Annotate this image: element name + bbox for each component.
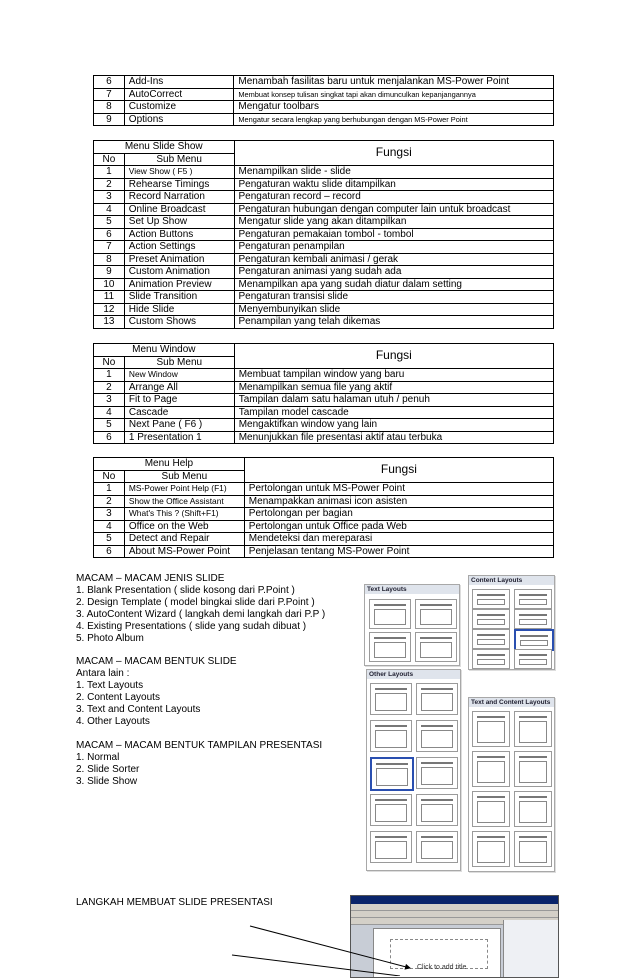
fungsi-cell: Menyembunyikan slide — [234, 303, 554, 316]
fungsi-cell: Membuat konsep tulisan singkat tapi akan dimunculkan kepanjangannya — [234, 88, 554, 101]
row-number: 8 — [94, 101, 125, 114]
sub-menu-cell: Cascade — [124, 406, 234, 419]
sub-menu-cell: Custom Animation — [124, 266, 234, 279]
row-number: 1 — [94, 166, 125, 179]
list-item: 1. Normal — [76, 752, 120, 763]
fungsi-cell: Mengatur slide yang akan ditampilkan — [234, 216, 554, 229]
fungsi-cell: Pertolongan untuk MS-Power Point — [244, 483, 553, 496]
row-number: 3 — [94, 394, 125, 407]
panel-title: Other Layouts — [367, 670, 460, 679]
row-number: 8 — [94, 253, 125, 266]
no-header: No — [94, 470, 125, 483]
fungsi-cell: Pengaturan record – record — [234, 191, 554, 204]
list-item: 3. AutoContent Wizard ( langkah demi langkah dari P.P ) — [76, 609, 326, 620]
panel-title: Text Layouts — [365, 585, 459, 594]
arrow-line — [232, 955, 400, 976]
fungsi-cell: Tampilan model cascade — [234, 406, 553, 419]
row-number: 11 — [94, 291, 125, 304]
fungsi-cell: Menambah fasilitas baru untuk menjalankan MS-Power Point — [234, 76, 554, 89]
sub-menu-header: Sub Menu — [124, 470, 244, 483]
menu-title: Menu Help — [94, 458, 245, 471]
sub-menu-header: Sub Menu — [124, 356, 234, 369]
sub-menu-cell: Options — [124, 113, 234, 126]
fungsi-cell: Pengaturan hubungan dengan computer lain untuk broadcast — [234, 203, 554, 216]
fungsi-cell: Menampilkan apa yang sudah diatur dalam setting — [234, 278, 554, 291]
row-number: 7 — [94, 241, 125, 254]
row-number: 5 — [94, 216, 125, 229]
fungsi-header: Fungsi — [234, 344, 553, 369]
sub-menu-cell: Add-Ins — [124, 76, 234, 89]
menu-title: Menu Window — [94, 344, 235, 357]
fungsi-cell: Pertolongan untuk Office pada Web — [244, 520, 553, 533]
sub-menu-cell: Preset Animation — [124, 253, 234, 266]
sub-menu-cell: Hide Slide — [124, 303, 234, 316]
row-number: 3 — [94, 508, 125, 521]
list-item: 2. Content Layouts — [76, 692, 160, 703]
row-number: 5 — [94, 533, 125, 546]
row-number: 9 — [94, 113, 125, 126]
row-number: 12 — [94, 303, 125, 316]
fungsi-cell: Pengaturan penampilan — [234, 241, 554, 254]
sub-menu-cell: 1 Presentation 1 — [124, 431, 234, 444]
placeholder-text: Click to add title — [417, 964, 467, 971]
fungsi-cell: Mengatur secara lengkap yang berhubungan dengan MS-Power Point — [234, 113, 554, 126]
fungsi-cell: Penampilan yang telah dikemas — [234, 316, 554, 329]
sub-menu-cell: Arrange All — [124, 381, 234, 394]
fungsi-cell: Menampakkan animasi icon asisten — [244, 495, 553, 508]
list-item: 3. Slide Show — [76, 776, 138, 787]
row-number: 4 — [94, 203, 125, 216]
fungsi-cell: Mendeteksi dan mereparasi — [244, 533, 553, 546]
fungsi-cell: Pengaturan kembali animasi / gerak — [234, 253, 554, 266]
sub-menu-cell: New Window — [124, 369, 234, 382]
fungsi-cell: Menampilkan slide - slide — [234, 166, 554, 179]
sub-menu-cell: View Show ( F5 ) — [124, 166, 234, 179]
sub-menu-cell: Action Settings — [124, 241, 234, 254]
list-item: 1. Text Layouts — [76, 680, 144, 691]
sub-menu-cell: Online Broadcast — [124, 203, 234, 216]
list-item: 4. Existing Presentations ( slide yang sudah dibuat ) — [76, 621, 307, 632]
sub-menu-cell: Customize — [124, 101, 234, 114]
sub-menu-cell: Rehearse Timings — [124, 178, 234, 191]
section-heading: MACAM – MACAM JENIS SLIDE — [76, 573, 225, 584]
sub-menu-cell: Fit to Page — [124, 394, 234, 407]
sub-menu-cell: MS-Power Point Help (F1) — [124, 483, 244, 496]
sub-menu-header: Sub Menu — [124, 153, 234, 166]
row-number: 9 — [94, 266, 125, 279]
section-heading: LANGKAH MEMBUAT SLIDE PRESENTASI — [76, 897, 273, 908]
row-number: 1 — [94, 369, 125, 382]
fungsi-cell: Pengaturan waktu slide ditampilkan — [234, 178, 554, 191]
row-number: 5 — [94, 419, 125, 432]
sub-menu-cell: Record Narration — [124, 191, 234, 204]
fungsi-cell: Pertolongan per bagian — [244, 508, 553, 521]
fungsi-cell: Tampilan dalam satu halaman utuh / penuh — [234, 394, 553, 407]
sub-menu-cell: Slide Transition — [124, 291, 234, 304]
fungsi-cell: Pengaturan transisi slide — [234, 291, 554, 304]
row-number: 10 — [94, 278, 125, 291]
list-item: 5. Photo Album — [76, 633, 144, 644]
no-header: No — [94, 356, 125, 369]
fungsi-cell: Mengatur toolbars — [234, 101, 554, 114]
fungsi-cell: Pengaturan animasi yang sudah ada — [234, 266, 554, 279]
list-item: 3. Text and Content Layouts — [76, 704, 201, 715]
list-item: 1. Blank Presentation ( slide kosong dari P.Point ) — [76, 585, 295, 596]
row-number: 4 — [94, 520, 125, 533]
row-number: 1 — [94, 483, 125, 496]
row-number: 6 — [94, 228, 125, 241]
sub-menu-cell: Next Pane ( F6 ) — [124, 419, 234, 432]
fungsi-cell: Menampilkan semua file yang aktif — [234, 381, 553, 394]
row-number: 2 — [94, 495, 125, 508]
list-item: 2. Slide Sorter — [76, 764, 140, 775]
row-number: 2 — [94, 178, 125, 191]
row-number: 7 — [94, 88, 125, 101]
sub-menu-cell: Detect and Repair — [124, 533, 244, 546]
row-number: 2 — [94, 381, 125, 394]
section-heading: MACAM – MACAM BENTUK SLIDE — [76, 656, 237, 667]
sub-menu-cell: Custom Shows — [124, 316, 234, 329]
arrow-line — [250, 926, 410, 968]
sub-menu-cell: Action Buttons — [124, 228, 234, 241]
fungsi-header: Fungsi — [244, 458, 553, 483]
sub-menu-cell: Office on the Web — [124, 520, 244, 533]
sub-menu-cell: About MS-Power Point — [124, 545, 244, 558]
sub-menu-cell: What's This ? (Shift+F1) — [124, 508, 244, 521]
sub-menu-cell: Animation Preview — [124, 278, 234, 291]
sub-menu-cell: Set Up Show — [124, 216, 234, 229]
menu-title: Menu Slide Show — [94, 141, 235, 154]
no-header: No — [94, 153, 125, 166]
row-number: 6 — [94, 545, 125, 558]
sub-menu-cell: AutoCorrect — [124, 88, 234, 101]
row-number: 6 — [94, 76, 125, 89]
fungsi-cell: Membuat tampilan window yang baru — [234, 369, 553, 382]
fungsi-cell: Penjelasan tentang MS-Power Point — [244, 545, 553, 558]
section-intro: Antara lain : — [76, 668, 130, 679]
list-item: 4. Other Layouts — [76, 716, 150, 727]
fungsi-header: Fungsi — [234, 141, 554, 166]
row-number: 4 — [94, 406, 125, 419]
fungsi-cell: Menunjukkan file presentasi aktif atau terbuka — [234, 431, 553, 444]
section-heading: MACAM – MACAM BENTUK TAMPILAN PRESENTASI — [76, 740, 323, 751]
fungsi-cell: Mengaktifkan window yang lain — [234, 419, 553, 432]
row-number: 6 — [94, 431, 125, 444]
row-number: 3 — [94, 191, 125, 204]
row-number: 13 — [94, 316, 125, 329]
fungsi-cell: Pengaturan pemakaian tombol - tombol — [234, 228, 554, 241]
sub-menu-cell: Show the Office Assistant — [124, 495, 244, 508]
list-item: 2. Design Template ( model bingkai slide dari P.Point ) — [76, 597, 315, 608]
panel-title: Text and Content Layouts — [469, 698, 554, 707]
panel-title: Content Layouts — [469, 576, 554, 585]
